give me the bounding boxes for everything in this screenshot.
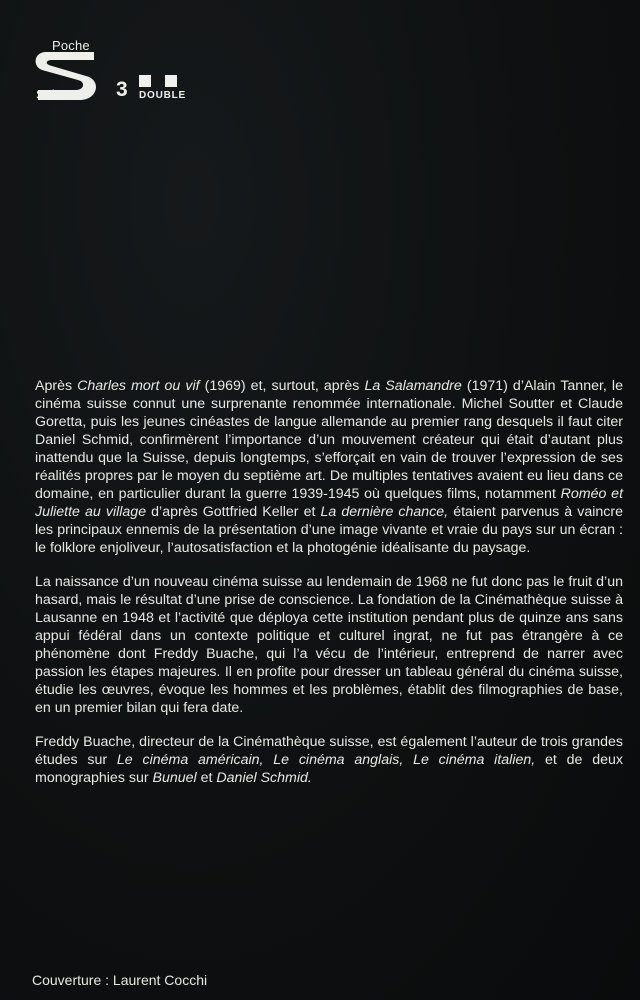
italic-title: Daniel Schmid. [216,770,312,786]
italic-title: Roméo et Juliette au village [35,486,624,520]
text-segment: La naissance d’un nouveau cinéma suisse au lendemain de 1968 ne fut donc pas le fruit d’un hasard, mais le résultat d’une prise de conscience. La fondation de la Cinémathèque suisse à Lausanne en 1948 et l’activité que déploya cette institution pendant plus de quinze ans sans appui fédéral dans un contexte politique et culturel ingrat, ne fut pas étrangère à ce phénomène dont Freddy Buache, qui l’a vécu de l’intérieur, entreprend de narrer avec passion les étapes majeures. Il en profite pour dresser un tableau général du cinéma suisse, étudie les œuvres, évoque les hommes et les problèmes, établit des filmographies de base, en un premier bilan qui fera date. [35,574,623,716]
italic-title: Charles mort ou vif [77,378,200,394]
square-icon [139,75,151,87]
text-segment: Après [35,378,78,394]
italic-title: Le cinéma américain, Le cinéma anglais, Le cinéma italien, [116,752,536,768]
paragraph-3 [35,733,623,787]
text-segment: et [196,770,217,786]
text-segment: (1971) d’Alain Tanner, le cinéma suisse connut une surprenante renommée internationale. Michel Soutter et Claude Goretta, puis les jeunes cinéastes de langue allemande au premier rang desquels il faut citer Daniel Schmid, confirmèrent l’importance d’un mouvement créateur qui était d’autant plus inattendu que la Suisse, depuis longtemps, s’efforçait en vain de trouver l’expression de ses réalités propres par le moyen du septième art. De multiples tentatives avaient eu lieu dans ce domaine, en particulier durant la guerre 1939-1945 où quelques films, notamment [35,378,623,502]
logo-top-word: Poche [52,38,90,53]
text-segment: étaient parvenus à vaincre les principaux ennemis de la présentation d’une image vivante et vraie du pays sur un écran : le folklore enjoliveur, l’autosatisfaction et la photogénie idéalisante du paysage. [35,504,623,556]
italic-title: La Salamandre [364,378,462,394]
format-label: DOUBLE [139,90,187,101]
text-segment: (1969) et, surtout, après [199,378,365,394]
square-icon [165,75,177,87]
paragraph-2 [35,573,623,717]
text-segment: Freddy Buache, directeur de la Cinémathèque suisse, est également l’auteur de trois grandes études sur [35,734,623,768]
text-segment: d’après Gottfried Keller et [146,504,321,520]
poche-suisse-logo [32,34,202,110]
text-segment: et de deux monographies sur [35,752,623,786]
blurb-text [35,377,623,803]
paragraph-1 [35,377,623,557]
italic-title: La dernière chance, [320,504,449,520]
logo-bottom-word: Suisse [36,87,76,102]
italic-title: Bunuel [152,770,197,786]
series-number: 3 [116,78,128,101]
cover-credit: Couverture : Laurent Cocchi [32,972,208,988]
